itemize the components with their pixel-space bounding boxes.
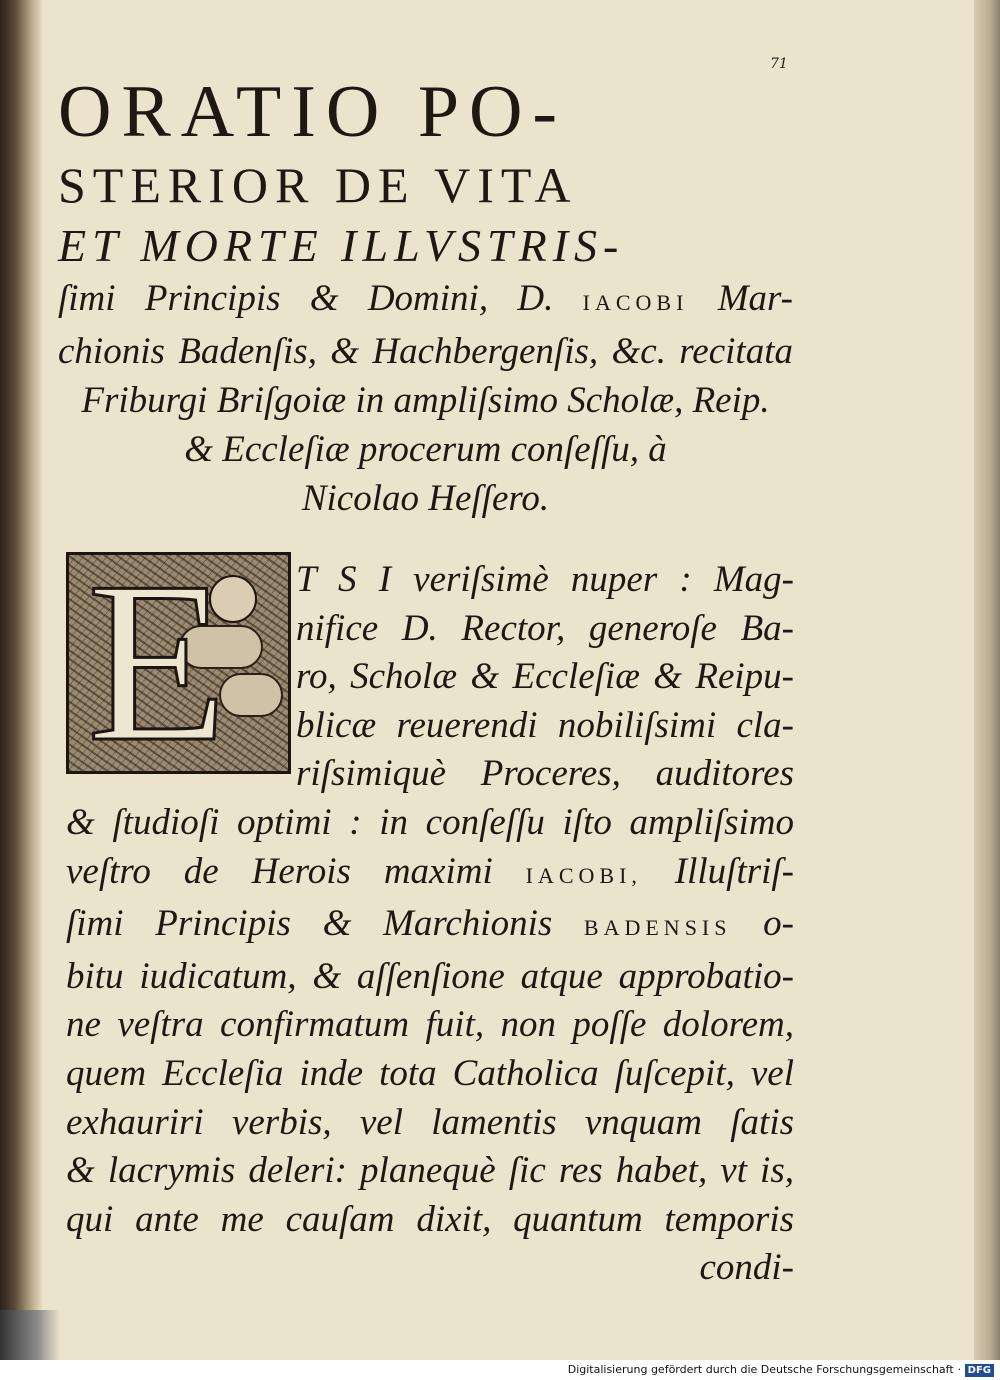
subtitle-line-2: chionis Badenſis, & Hachbergenſis, &c. recitata — [58, 331, 793, 372]
text-line: bitu iudicatum, & aſſenſione atque approbatio- — [66, 955, 794, 997]
text-line: exhauriri verbis, vel lamentis vnquam ſatis — [66, 1101, 794, 1143]
text-line: ro, Scholæ & Eccleſiæ & Reipu- — [296, 656, 794, 698]
digitization-footer — [0, 1360, 1000, 1380]
subtitle-line-4: & Eccleſiæ procerum conſeſſu, à — [184, 429, 667, 470]
dfg-logo: DFG — [965, 1364, 994, 1377]
text-line: veſtro de Herois maximi IACOBI, Illuſtriſ- — [66, 850, 795, 892]
page-number: 71 — [770, 56, 788, 72]
initial-letter: E — [87, 552, 228, 774]
separator: · — [957, 1363, 962, 1376]
text-line: ne veſtra confirmatum fuit, non poſſe dolorem, — [66, 1004, 794, 1046]
text-line: quem Eccleſia inde tota Catholica ſuſcepit, vel — [66, 1052, 794, 1094]
title-line-3: ET MORTE ILLVSTRIS- — [58, 220, 625, 271]
body-text — [66, 556, 794, 1293]
catchword: condi- — [699, 1247, 794, 1289]
funding-credit: Digitalisierung gefördert durch die Deutsche Forschungsgemeinschaft — [567, 1363, 954, 1376]
book-binding-edge — [0, 1310, 60, 1360]
text-line: blicæ reuerendi nobiliſsimi cla- — [296, 704, 794, 746]
text-line: riſsimiquè Proceres, auditores — [296, 753, 794, 795]
subtitle-line-3: Friburgi Briſgoiæ in ampliſsimo Scholæ, Reip. — [81, 380, 770, 421]
text-line: T S I veriſsimè nuper : Mag- — [296, 559, 794, 600]
subtitle-line-1: ſimi Principis & Domini, D. IACOBI Mar- — [58, 278, 793, 319]
title-line-1: ORATIO PO- — [58, 71, 568, 153]
title-block — [58, 70, 793, 523]
text-line: & ſtudioſi optimi : in conſeſſu iſto ampliſsimo — [66, 801, 794, 843]
subtitle-line-5: Nicolao Heſſero. — [301, 478, 550, 519]
page-edge — [974, 0, 1000, 1360]
text-line: & lacrymis deleri: planequè ſic res habet, vt is, — [66, 1150, 794, 1192]
book-gutter-shadow — [0, 0, 42, 1360]
text-line: ſimi Principis & Marchionis BADENSIS o- — [66, 903, 794, 945]
title-line-2: STERIOR DE VITA — [58, 157, 578, 213]
text-line: qui ante me cauſam dixit, quantum temporis — [66, 1198, 794, 1240]
text-line: nifice D. Rector, generoſe Ba- — [296, 607, 794, 649]
title-subtitle — [58, 274, 793, 523]
